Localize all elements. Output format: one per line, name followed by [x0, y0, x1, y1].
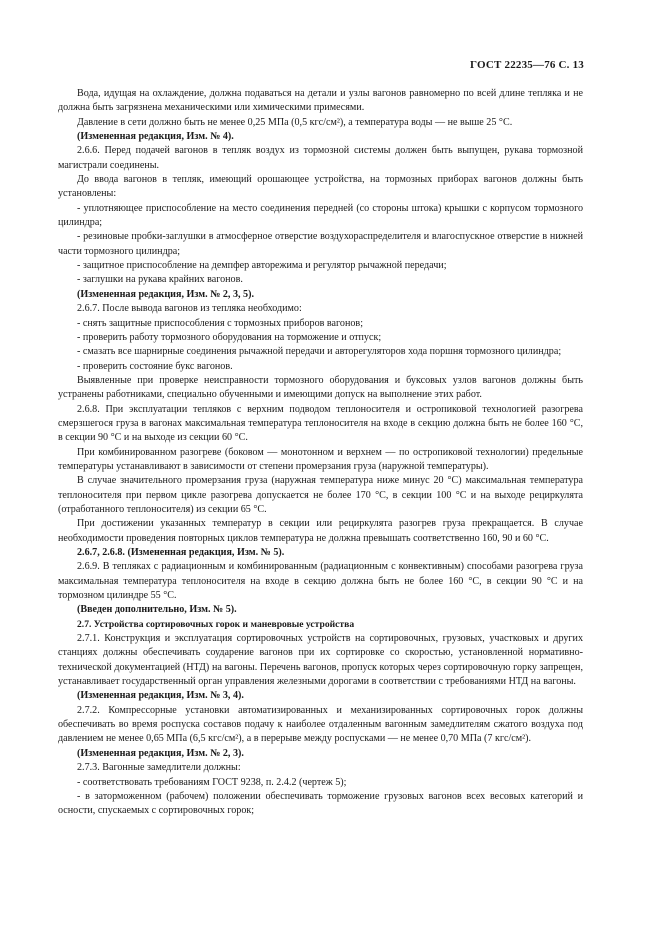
paragraph: 2.7.1. Конструкция и эксплуатация сортировочных устройств на сортировочных, грузовых, участковых и других станциях должны обеспечивать соударение вагонов при их сортировке со скоростью, установленной нормативно-технической документацией (НТД) на вагоны. Перечень вагонов, пропуск которых через сортировочную горку запрещен, устанавливает государственный орган управления железными дорогами в соответствии с требованиями НТД на вагоны. [58, 633, 583, 688]
amendment-note: 2.6.7, 2.6.8. (Измененная редакция, Изм. № 5). [77, 547, 285, 558]
amendment-note: (Измененная редакция, Изм. № 4). [77, 131, 234, 143]
paragraph: Выявленные при проверке неисправности тормозного оборудования и буксовых узлов вагонов должны быть устранены работниками, специально обученными и имеющими допуск на выполнение этих работ. [58, 374, 583, 401]
paragraph: 2.6.7. После вывода вагонов из тепляка необходимо: [77, 303, 302, 315]
list-item: - заглушки на рукава крайних вагонов. [77, 274, 243, 286]
document-body [58, 87, 583, 819]
paragraph: При достижении указанных температур в секции или рециркулята разогрев груза прекращается. В случае необходимости проведения повторных циклов температура не должна превышать соответственно 160, 90 и 60 °С. [58, 518, 583, 544]
paragraph: 2.7.2. Компрессорные установки автоматизированных и механизированных сортировочных горок должны обеспечивать во время роспуска составов подачу к наиболее отдаленным вагонным замедлителям сжатого воздуха под давлением не менее 0,65 МПа (6,5 кгс/см²), а в перерыве между роспусками — не менее 0,70 МПа (7 кгс/см²). [58, 704, 583, 745]
list-item: - резиновые пробки-заглушки в атмосферное отверстие воздухораспределителя и влагоспускное отверстие в нижней части тормозного цилиндра; [58, 231, 583, 257]
section-heading: 2.7. Устройства сортировочных горок и маневровые устройства [77, 618, 355, 630]
paragraph: До ввода вагонов в тепляк, имеющий орошающее устройства, на тормозных приборах вагонов должны быть установлены: [58, 174, 583, 200]
list-item: - смазать все шарнирные соединения рычажной передачи и авторегуляторов хода поршня тормозного цилиндра; [77, 346, 562, 358]
amendment-note: (Введен дополнительно, Изм. № 5). [77, 604, 237, 616]
paragraph: 2.6.6. Перед подачей вагонов в тепляк воздух из тормозной системы должен быть выпущен, рукава тормозной магистрали соединены. [58, 145, 583, 171]
list-item: - снять защитные приспособления с тормозных приборов вагонов; [77, 317, 363, 329]
paragraph: 2.6.9. В тепляках с радиационным и комбинированным (радиационным с конвективным) способами разогрева груза максимальная температура теплоносителя на входе в секцию должна быть не более 160 °С, в секции 90 °С и на тормозном цилиндре 55 °С. [58, 561, 583, 602]
list-item: - соответствовать требованиям ГОСТ 9238, п. 2.4.2 (чертеж 5); [77, 776, 347, 788]
paragraph: Вода, идущая на охлаждение, должна подаваться на детали и узлы вагонов равномерно по всей длине тепляка и не должна быть загрязнена механическими или химическими примесями. [58, 88, 583, 114]
list-item: - уплотняющее приспособление на место соединения передней (со стороны штока) крышки с корпусом тормозного цилиндра; [58, 202, 583, 229]
amendment-note: (Измененная редакция, Изм. № 2, 3). [77, 747, 244, 759]
list-item: - проверить состояние букс вагонов. [77, 360, 233, 372]
paragraph: В случае значительного промерзания груза (наружная температура ниже минус 20 °С) максимальная температура теплоносителя при первом цикле разогрева допускается не более 170 °С, в секции 100 °С и на выходе рециркулята (отработанного теплоносителя) из секции 65 °С. [58, 475, 583, 515]
paragraph: При комбинированном разогреве (боковом — монотонном и верхнем — по остропиковой технологии) предельные температуры устанавливают в зависимости от степени промерзания груза (наружной температуры). [58, 446, 583, 472]
amendment-note: (Измененная редакция, Изм. № 3, 4). [77, 690, 244, 702]
paragraph: Давление в сети должно быть не менее 0,25 МПа (0,5 кгс/см²), а температура воды — не выше 25 °С. [77, 116, 513, 128]
page-header: ГОСТ 22235—76 С. 13 [470, 59, 584, 71]
list-item: - проверить работу тормозного оборудования на торможение и отпуск; [77, 331, 382, 343]
paragraph: 2.7.3. Вагонные замедлители должны: [77, 762, 241, 774]
paragraph: 2.6.8. При эксплуатации тепляков с верхним подводом теплоносителя и остропиковой технологией разогрева смерзшегося груза в вагонах максимальная температура теплоносителя на входе в секцию должна быть не более 160 °С, в секции 90 °С и на выходе из секции 60 °С. [58, 403, 583, 444]
list-item: - в заторможенном (рабочем) положении обеспечивать торможение грузовых вагонов всех весовых категорий и осности, спускаемых с сортировочных горок; [58, 790, 583, 817]
amendment-note: (Измененная редакция, Изм. № 2, 3, 5). [77, 288, 254, 300]
list-item: - защитное приспособление на демпфер авторежима и регулятор рычажной передачи; [77, 260, 447, 272]
